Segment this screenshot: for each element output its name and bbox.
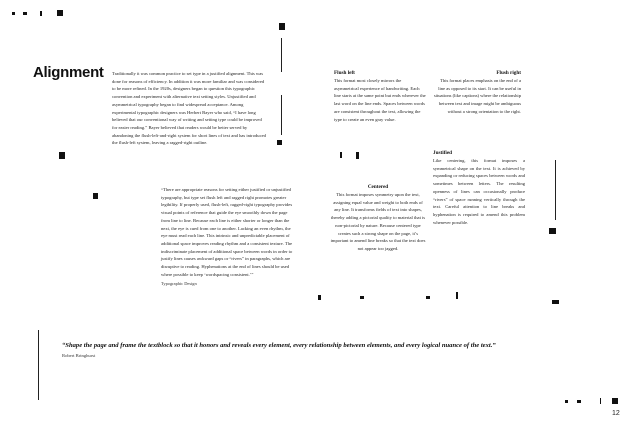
- pull-quote-author: Robert Bringhurst: [62, 353, 96, 358]
- mark-left-1: [59, 152, 65, 159]
- vertical-rule-left-bottom: [38, 330, 39, 400]
- centered-body: This format imposes symmetry upon the text, assigning equal value and weight to both ends of any line. It transforms fields of text into shapes, thereby adding a pictorial quality to material that is non-pictorial by nature. Because centered type creates such a strong shape on the page, it’s important to amend line breaks so that the text does not appear too jagged.: [330, 192, 426, 251]
- page-heading: Alignment: [33, 64, 104, 81]
- pull-quote: “Shape the page and frame the textblock so that it honors and reveals every element, every relationship between elements, and every logical nuance of the text.”: [62, 342, 496, 349]
- mark-bottom-4: [456, 292, 458, 299]
- flush-right-section: [433, 70, 521, 116]
- mark-top-left-3: [40, 11, 42, 16]
- mark-bottom-right-1: [565, 400, 568, 403]
- centered-section: [330, 184, 426, 253]
- mark-bottom-2: [360, 296, 364, 299]
- flush-left-title: Flush left: [334, 70, 355, 76]
- quote-attribution: Typographic Design: [161, 281, 197, 287]
- mark-center-square: [277, 140, 282, 145]
- mark-right-2: [552, 300, 559, 304]
- mark-bottom-right-2: [577, 400, 581, 403]
- quote-body: “There are appropriate reasons for setting either justified or unjustified typography, but type set flush left and ragged right promotes greater legibility. If properly used, flush-left, ragged-right typography provides visual points of reference that guide the eye smoothly down the page from line to line. Because each line is either shorter or longer than the next, the eye is cued from one to another. Lacking an even rhythm, the eye must read each line. This intrinsic and unpredictable placement of additional space improves reading rhythm and a consistent texture. The indiscriminate placement of additional space between words in order to justify lines causes awkward gaps or “rivers” in paragraphs, which are disruptive to reading. Hyphenations at the end of lines should be used where possible to keep ‘wordspacing consistent.’”: [161, 187, 293, 277]
- mark-center-dash-2: [356, 152, 359, 159]
- mark-bottom-3: [426, 296, 430, 299]
- mark-top-center: [279, 23, 285, 30]
- quote-section: [161, 186, 296, 286]
- vertical-rule-right: [555, 160, 556, 220]
- flush-right-body: This format places emphasis on the end of a line as opposed to its start. It can be useful in situations (like captions) where the relationship between text and image might be ambiguous without a strong orientation to the right.: [433, 78, 521, 114]
- mark-center-dash-1: [340, 152, 342, 158]
- mark-top-left-2: [23, 12, 27, 15]
- vertical-rule-mid: [281, 95, 282, 135]
- mark-left-2: [93, 193, 98, 199]
- mark-top-left-4: [57, 10, 63, 16]
- flush-left-body: This format most closely mirrors the asymmetrical experience of handwriting. Each line starts at the same point but ends wherever the last word on the line ends. Spaces between words are consistent throughout the text, allowing the type to create an even gray value.: [334, 78, 426, 122]
- intro-paragraph: Traditionally it was common practice to set type in a justified alignment. This was done for reasons of efficiency. In addition it was more familiar and was considered to be more refined. In the 1920s, designers began to question this typographic convention and experiment with alternative text setting styles. Unjustified and asymmetrical typography began to find widespread acceptance. Among experimental typographic designers was Herbert Bayer who said, “I have long believed that our conventional way of writing and setting type could be improved for easier reading.” Bayer believed that readers would be better served by abandoning the flush-left-and-right system for short lines of text and has introduced the flush-left system, leaving a ragged-right outline.: [112, 71, 266, 146]
- mark-bottom-right-4: [612, 398, 618, 404]
- page-number: 12: [612, 410, 620, 417]
- mark-bottom-right-3: [600, 398, 601, 404]
- mark-right-1: [549, 228, 556, 234]
- justified-body: Like centering, this format imposes a symmetrical shape on the text. It is achieved by expanding or reducing spaces between words and sometimes between letters. The resulting openness of lines can occasionally produce “rivers” of space running vertically through the text. Careful attention to line breaks and hyphenation is required to amend this problem whenever possible.: [433, 158, 525, 225]
- justified-title: Justified: [433, 150, 453, 156]
- mark-top-left-1: [12, 12, 15, 15]
- centered-title: Centered: [367, 184, 389, 190]
- vertical-rule-top: [281, 38, 282, 72]
- justified-section: [433, 150, 525, 226]
- mark-bottom-1: [318, 295, 321, 300]
- flush-right-title: Flush right: [496, 70, 521, 76]
- flush-left-section: [334, 70, 427, 123]
